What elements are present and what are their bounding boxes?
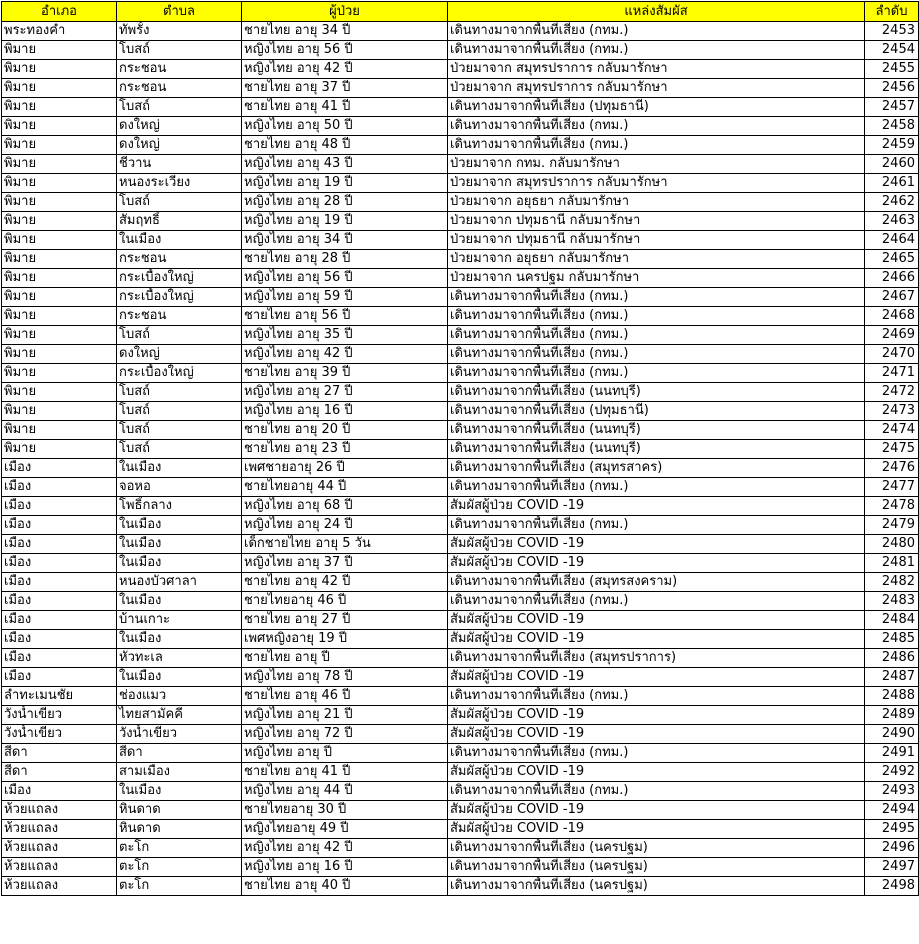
cell-contact-source: เดินทางมาจากพื้นที่เสี่ยง (สมุทรสงคราม): [448, 573, 865, 592]
cell-district: ห้วยแถลง: [2, 877, 117, 896]
cell-patient: ชายไทย อายุ 56 ปี: [242, 307, 448, 326]
cell-district: พิมาย: [2, 79, 117, 98]
cell-patient: ชายไทย อายุ ปี: [242, 649, 448, 668]
cell-patient: ชายไทย อายุ 20 ปี: [242, 421, 448, 440]
cell-sequence: 2466: [865, 269, 919, 288]
cell-contact-source: สัมผัสผู้ป่วย COVID -19: [448, 611, 865, 630]
cell-sequence: 2485: [865, 630, 919, 649]
cell-patient: ชายไทย อายุ 34 ปี: [242, 22, 448, 41]
cell-patient: ชายไทยอายุ 44 ปี: [242, 478, 448, 497]
cell-subdistrict: หัวทะเล: [117, 649, 242, 668]
cell-district: เมือง: [2, 535, 117, 554]
cell-sequence: 2491: [865, 744, 919, 763]
table-row: [2, 136, 919, 155]
cell-sequence: 2479: [865, 516, 919, 535]
cell-sequence: 2462: [865, 193, 919, 212]
cell-sequence: 2477: [865, 478, 919, 497]
cell-district: พิมาย: [2, 364, 117, 383]
cell-district: พิมาย: [2, 98, 117, 117]
cell-contact-source: ป่วยมาจาก สมุทรปราการ กลับมารักษา: [448, 79, 865, 98]
table-row: [2, 478, 919, 497]
cell-contact-source: เดินทางมาจากพื้นที่เสี่ยง (กทม.): [448, 326, 865, 345]
cell-district: สีดา: [2, 763, 117, 782]
cell-patient: ชายไทย อายุ 27 ปี: [242, 611, 448, 630]
cell-contact-source: เดินทางมาจากพื้นที่เสี่ยง (กทม.): [448, 117, 865, 136]
cell-contact-source: เดินทางมาจากพื้นที่เสี่ยง (นครปฐม): [448, 858, 865, 877]
cell-patient: หญิงไทย อายุ 42 ปี: [242, 345, 448, 364]
cell-subdistrict: ในเมือง: [117, 554, 242, 573]
table-row: [2, 326, 919, 345]
cell-subdistrict: สัมฤทธิ์: [117, 212, 242, 231]
cell-sequence: 2464: [865, 231, 919, 250]
table-row: [2, 554, 919, 573]
table-row: [2, 41, 919, 60]
cell-sequence: 2476: [865, 459, 919, 478]
cell-contact-source: สัมผัสผู้ป่วย COVID -19: [448, 801, 865, 820]
table-row: [2, 22, 919, 41]
cell-district: พิมาย: [2, 421, 117, 440]
cell-contact-source: ป่วยมาจาก กทม. กลับมารักษา: [448, 155, 865, 174]
table-row: [2, 820, 919, 839]
cell-district: พิมาย: [2, 193, 117, 212]
table-row: [2, 364, 919, 383]
cell-district: เมือง: [2, 611, 117, 630]
cell-sequence: 2472: [865, 383, 919, 402]
cell-contact-source: สัมผัสผู้ป่วย COVID -19: [448, 554, 865, 573]
cell-contact-source: เดินทางมาจากพื้นที่เสี่ยง (นนทบุรี): [448, 440, 865, 459]
cell-district: ห้วยแถลง: [2, 858, 117, 877]
cell-subdistrict: กระเบื้องใหญ่: [117, 364, 242, 383]
cell-district: พิมาย: [2, 212, 117, 231]
cell-sequence: 2498: [865, 877, 919, 896]
table-row: [2, 630, 919, 649]
cell-subdistrict: ดงใหญ่: [117, 345, 242, 364]
cell-patient: หญิงไทยอายุ 49 ปี: [242, 820, 448, 839]
cell-sequence: 2497: [865, 858, 919, 877]
table-row: [2, 402, 919, 421]
cell-sequence: 2483: [865, 592, 919, 611]
cell-patient: หญิงไทย อายุ 19 ปี: [242, 174, 448, 193]
cell-subdistrict: กระเบื้องใหญ่: [117, 269, 242, 288]
cell-district: พิมาย: [2, 402, 117, 421]
cell-district: เมือง: [2, 630, 117, 649]
table-row: [2, 212, 919, 231]
table-row: [2, 250, 919, 269]
cell-sequence: 2460: [865, 155, 919, 174]
cell-district: เมือง: [2, 478, 117, 497]
cell-patient: หญิงไทย อายุ 59 ปี: [242, 288, 448, 307]
table-row: [2, 744, 919, 763]
cell-patient: ชายไทยอายุ 30 ปี: [242, 801, 448, 820]
cell-subdistrict: ในเมือง: [117, 668, 242, 687]
table-row: [2, 98, 919, 117]
cell-patient: หญิงไทย อายุ 27 ปี: [242, 383, 448, 402]
cell-subdistrict: สามเมือง: [117, 763, 242, 782]
table-row: [2, 516, 919, 535]
table-row: [2, 668, 919, 687]
cell-patient: หญิงไทย อายุ 44 ปี: [242, 782, 448, 801]
cell-subdistrict: หินดาด: [117, 820, 242, 839]
table-row: [2, 763, 919, 782]
cell-subdistrict: กระเบื้องใหญ่: [117, 288, 242, 307]
cell-sequence: 2493: [865, 782, 919, 801]
cell-sequence: 2465: [865, 250, 919, 269]
cell-patient: หญิงไทย อายุ 43 ปี: [242, 155, 448, 174]
cell-contact-source: สัมผัสผู้ป่วย COVID -19: [448, 725, 865, 744]
cell-contact-source: เดินทางมาจากพื้นที่เสี่ยง (กทม.): [448, 744, 865, 763]
cell-subdistrict: โบสถ์: [117, 440, 242, 459]
cell-sequence: 2495: [865, 820, 919, 839]
cell-district: สีดา: [2, 744, 117, 763]
cell-patient: เด็กชายไทย อายุ 5 วัน: [242, 535, 448, 554]
cell-subdistrict: ทัพรั้ง: [117, 22, 242, 41]
cell-patient: ชายไทย อายุ 41 ปี: [242, 763, 448, 782]
cell-contact-source: เดินทางมาจากพื้นที่เสี่ยง (ปทุมธานี): [448, 98, 865, 117]
cell-contact-source: เดินทางมาจากพื้นที่เสี่ยง (กทม.): [448, 592, 865, 611]
cell-contact-source: ป่วยมาจาก สมุทรปราการ กลับมารักษา: [448, 60, 865, 79]
cell-sequence: 2471: [865, 364, 919, 383]
table-row: [2, 497, 919, 516]
cell-contact-source: เดินทางมาจากพื้นที่เสี่ยง (นครปฐม): [448, 839, 865, 858]
cell-patient: หญิงไทย อายุ 50 ปี: [242, 117, 448, 136]
cell-subdistrict: โบสถ์: [117, 383, 242, 402]
cell-patient: หญิงไทย อายุ ปี: [242, 744, 448, 763]
table-row: [2, 687, 919, 706]
cell-sequence: 2478: [865, 497, 919, 516]
cell-contact-source: เดินทางมาจากพื้นที่เสี่ยง (กทม.): [448, 22, 865, 41]
table-row: [2, 60, 919, 79]
cell-contact-source: เดินทางมาจากพื้นที่เสี่ยง (กทม.): [448, 288, 865, 307]
cell-contact-source: สัมผัสผู้ป่วย COVID -19: [448, 820, 865, 839]
cell-subdistrict: ในเมือง: [117, 516, 242, 535]
cell-subdistrict: หินดาด: [117, 801, 242, 820]
cell-subdistrict: โบสถ์: [117, 402, 242, 421]
cell-contact-source: สัมผัสผู้ป่วย COVID -19: [448, 763, 865, 782]
cell-sequence: 2454: [865, 41, 919, 60]
cell-patient: หญิงไทย อายุ 24 ปี: [242, 516, 448, 535]
cell-contact-source: ป่วยมาจาก ปทุมธานี กลับมารักษา: [448, 212, 865, 231]
table-row: [2, 573, 919, 592]
cell-contact-source: เดินทางมาจากพื้นที่เสี่ยง (นครปฐม): [448, 877, 865, 896]
cell-contact-source: เดินทางมาจากพื้นที่เสี่ยง (กทม.): [448, 478, 865, 497]
cell-patient: หญิงไทย อายุ 16 ปี: [242, 858, 448, 877]
cell-subdistrict: โบสถ์: [117, 193, 242, 212]
table-row: [2, 307, 919, 326]
table-row: [2, 269, 919, 288]
table-row: [2, 858, 919, 877]
cell-sequence: 2489: [865, 706, 919, 725]
cell-sequence: 2458: [865, 117, 919, 136]
cell-district: พระทองคำ: [2, 22, 117, 41]
cell-contact-source: ป่วยมาจาก อยุธยา กลับมารักษา: [448, 250, 865, 269]
cell-contact-source: เดินทางมาจากพื้นที่เสี่ยง (กทม.): [448, 345, 865, 364]
cell-sequence: 2456: [865, 79, 919, 98]
case-table: [1, 1, 919, 896]
cell-district: พิมาย: [2, 117, 117, 136]
cell-contact-source: เดินทางมาจากพื้นที่เสี่ยง (นนทบุรี): [448, 421, 865, 440]
table-row: [2, 649, 919, 668]
cell-sequence: 2480: [865, 535, 919, 554]
cell-patient: หญิงไทย อายุ 56 ปี: [242, 41, 448, 60]
cell-contact-source: สัมผัสผู้ป่วย COVID -19: [448, 630, 865, 649]
cell-sequence: 2482: [865, 573, 919, 592]
cell-contact-source: เดินทางมาจากพื้นที่เสี่ยง (กทม.): [448, 687, 865, 706]
cell-sequence: 2469: [865, 326, 919, 345]
cell-subdistrict: ชีวาน: [117, 155, 242, 174]
cell-subdistrict: ตะโก: [117, 839, 242, 858]
cell-subdistrict: กระชอน: [117, 79, 242, 98]
table-row: [2, 345, 919, 364]
cell-contact-source: ป่วยมาจาก อยุธยา กลับมารักษา: [448, 193, 865, 212]
cell-patient: ชายไทยอายุ 46 ปี: [242, 592, 448, 611]
cell-sequence: 2490: [865, 725, 919, 744]
table-row: [2, 231, 919, 250]
cell-district: เมือง: [2, 516, 117, 535]
cell-patient: หญิงไทย อายุ 35 ปี: [242, 326, 448, 345]
cell-patient: หญิงไทย อายุ 56 ปี: [242, 269, 448, 288]
cell-sequence: 2463: [865, 212, 919, 231]
cell-patient: เพศชายอายุ 26 ปี: [242, 459, 448, 478]
table-row: [2, 706, 919, 725]
table-row: [2, 839, 919, 858]
cell-patient: ชายไทย อายุ 46 ปี: [242, 687, 448, 706]
cell-patient: หญิงไทย อายุ 42 ปี: [242, 839, 448, 858]
cell-patient: ชายไทย อายุ 48 ปี: [242, 136, 448, 155]
cell-subdistrict: ช่องแมว: [117, 687, 242, 706]
cell-contact-source: สัมผัสผู้ป่วย COVID -19: [448, 497, 865, 516]
cell-sequence: 2486: [865, 649, 919, 668]
table-row: [2, 877, 919, 896]
cell-patient: ชายไทย อายุ 42 ปี: [242, 573, 448, 592]
cell-subdistrict: ตะโก: [117, 877, 242, 896]
table-row: [2, 440, 919, 459]
table-row: [2, 193, 919, 212]
cell-district: วังน้ำเขียว: [2, 725, 117, 744]
cell-patient: หญิงไทย อายุ 78 ปี: [242, 668, 448, 687]
cell-subdistrict: บ้านเกาะ: [117, 611, 242, 630]
cell-district: พิมาย: [2, 60, 117, 79]
cell-contact-source: เดินทางมาจากพื้นที่เสี่ยง (กทม.): [448, 364, 865, 383]
cell-sequence: 2484: [865, 611, 919, 630]
cell-subdistrict: โบสถ์: [117, 98, 242, 117]
header-district: อำเภอ: [2, 2, 117, 22]
cell-district: ห้วยแถลง: [2, 820, 117, 839]
cell-subdistrict: ตะโก: [117, 858, 242, 877]
cell-district: วังน้ำเขียว: [2, 706, 117, 725]
header-patient: ผู้ป่วย: [242, 2, 448, 22]
cell-contact-source: เดินทางมาจากพื้นที่เสี่ยง (สมุทรสาคร): [448, 459, 865, 478]
cell-sequence: 2481: [865, 554, 919, 573]
header-subdistrict: ตำบล: [117, 2, 242, 22]
cell-district: ห้วยแถลง: [2, 801, 117, 820]
cell-contact-source: ป่วยมาจาก สมุทรปราการ กลับมารักษา: [448, 174, 865, 193]
cell-patient: หญิงไทย อายุ 28 ปี: [242, 193, 448, 212]
cell-subdistrict: โบสถ์: [117, 421, 242, 440]
cell-contact-source: เดินทางมาจากพื้นที่เสี่ยง (กทม.): [448, 782, 865, 801]
cell-patient: ชายไทย อายุ 39 ปี: [242, 364, 448, 383]
table-row: [2, 174, 919, 193]
cell-subdistrict: ในเมือง: [117, 782, 242, 801]
cell-district: พิมาย: [2, 345, 117, 364]
cell-sequence: 2488: [865, 687, 919, 706]
cell-contact-source: เดินทางมาจากพื้นที่เสี่ยง (กทม.): [448, 516, 865, 535]
cell-contact-source: สัมผัสผู้ป่วย COVID -19: [448, 668, 865, 687]
cell-subdistrict: ในเมือง: [117, 630, 242, 649]
cell-district: พิมาย: [2, 288, 117, 307]
cell-district: พิมาย: [2, 155, 117, 174]
cell-district: เมือง: [2, 592, 117, 611]
table-row: [2, 288, 919, 307]
cell-contact-source: สัมผัสผู้ป่วย COVID -19: [448, 535, 865, 554]
cell-district: พิมาย: [2, 383, 117, 402]
table-row: [2, 801, 919, 820]
cell-contact-source: เดินทางมาจากพื้นที่เสี่ยง (กทม.): [448, 136, 865, 155]
cell-subdistrict: หนองบัวศาลา: [117, 573, 242, 592]
cell-subdistrict: ดงใหญ่: [117, 117, 242, 136]
cell-district: เมือง: [2, 573, 117, 592]
cell-subdistrict: กระชอน: [117, 250, 242, 269]
cell-district: เมือง: [2, 554, 117, 573]
cell-contact-source: เดินทางมาจากพื้นที่เสี่ยง (กทม.): [448, 41, 865, 60]
cell-subdistrict: ไทยสามัคคี: [117, 706, 242, 725]
cell-patient: หญิงไทย อายุ 68 ปี: [242, 497, 448, 516]
table-row: [2, 459, 919, 478]
cell-subdistrict: ดงใหญ่: [117, 136, 242, 155]
cell-patient: หญิงไทย อายุ 34 ปี: [242, 231, 448, 250]
cell-sequence: 2494: [865, 801, 919, 820]
cell-district: เมือง: [2, 668, 117, 687]
cell-district: ลำทะเมนชัย: [2, 687, 117, 706]
cell-contact-source: เดินทางมาจากพื้นที่เสี่ยง (สมุทรปราการ): [448, 649, 865, 668]
cell-patient: ชายไทย อายุ 23 ปี: [242, 440, 448, 459]
cell-sequence: 2475: [865, 440, 919, 459]
cell-district: พิมาย: [2, 231, 117, 250]
cell-sequence: 2474: [865, 421, 919, 440]
cell-subdistrict: โบสถ์: [117, 326, 242, 345]
header-contact-source: แหล่งสัมผัส: [448, 2, 865, 22]
cell-subdistrict: สีดา: [117, 744, 242, 763]
cell-patient: ชายไทย อายุ 41 ปี: [242, 98, 448, 117]
table-row: [2, 421, 919, 440]
cell-contact-source: เดินทางมาจากพื้นที่เสี่ยง (นนทบุรี): [448, 383, 865, 402]
cell-sequence: 2453: [865, 22, 919, 41]
cell-district: เมือง: [2, 497, 117, 516]
cell-patient: หญิงไทย อายุ 37 ปี: [242, 554, 448, 573]
cell-subdistrict: จอหอ: [117, 478, 242, 497]
cell-sequence: 2459: [865, 136, 919, 155]
cell-sequence: 2457: [865, 98, 919, 117]
cell-subdistrict: โพธิ์กลาง: [117, 497, 242, 516]
cell-subdistrict: กระชอน: [117, 60, 242, 79]
cell-sequence: 2461: [865, 174, 919, 193]
cell-patient: หญิงไทย อายุ 16 ปี: [242, 402, 448, 421]
cell-contact-source: สัมผัสผู้ป่วย COVID -19: [448, 706, 865, 725]
table-row: [2, 155, 919, 174]
cell-patient: หญิงไทย อายุ 21 ปี: [242, 706, 448, 725]
cell-district: เมือง: [2, 649, 117, 668]
header-row: [2, 2, 919, 22]
cell-patient: หญิงไทย อายุ 72 ปี: [242, 725, 448, 744]
cell-sequence: 2470: [865, 345, 919, 364]
cell-sequence: 2468: [865, 307, 919, 326]
cell-subdistrict: โบสถ์: [117, 41, 242, 60]
cell-sequence: 2492: [865, 763, 919, 782]
cell-district: พิมาย: [2, 174, 117, 193]
cell-contact-source: เดินทางมาจากพื้นที่เสี่ยง (ปทุมธานี): [448, 402, 865, 421]
cell-sequence: 2496: [865, 839, 919, 858]
table-row: [2, 725, 919, 744]
cell-subdistrict: ในเมือง: [117, 459, 242, 478]
cell-contact-source: ป่วยมาจาก ปทุมธานี กลับมารักษา: [448, 231, 865, 250]
cell-patient: หญิงไทย อายุ 19 ปี: [242, 212, 448, 231]
cell-district: ห้วยแถลง: [2, 839, 117, 858]
cell-subdistrict: วังน้ำเขียว: [117, 725, 242, 744]
cell-district: พิมาย: [2, 326, 117, 345]
cell-subdistrict: หนองระเวียง: [117, 174, 242, 193]
cell-sequence: 2467: [865, 288, 919, 307]
cell-district: พิมาย: [2, 136, 117, 155]
table-row: [2, 782, 919, 801]
cell-contact-source: เดินทางมาจากพื้นที่เสี่ยง (กทม.): [448, 307, 865, 326]
cell-district: พิมาย: [2, 269, 117, 288]
cell-district: พิมาย: [2, 250, 117, 269]
cell-patient: ชายไทย อายุ 28 ปี: [242, 250, 448, 269]
cell-patient: หญิงไทย อายุ 42 ปี: [242, 60, 448, 79]
table-body: [2, 22, 919, 896]
cell-subdistrict: ในเมือง: [117, 535, 242, 554]
cell-district: พิมาย: [2, 440, 117, 459]
cell-patient: ชายไทย อายุ 40 ปี: [242, 877, 448, 896]
cell-subdistrict: ในเมือง: [117, 592, 242, 611]
cell-sequence: 2473: [865, 402, 919, 421]
table-row: [2, 383, 919, 402]
table-row: [2, 117, 919, 136]
cell-district: เมือง: [2, 459, 117, 478]
cell-sequence: 2455: [865, 60, 919, 79]
cell-patient: เพศหญิงอายุ 19 ปี: [242, 630, 448, 649]
cell-subdistrict: ในเมือง: [117, 231, 242, 250]
cell-district: เมือง: [2, 782, 117, 801]
cell-patient: ชายไทย อายุ 37 ปี: [242, 79, 448, 98]
cell-contact-source: ป่วยมาจาก นครปฐม กลับมารักษา: [448, 269, 865, 288]
header-sequence: ลำดับ: [865, 2, 919, 22]
table-row: [2, 79, 919, 98]
cell-district: พิมาย: [2, 307, 117, 326]
table-row: [2, 535, 919, 554]
table-row: [2, 611, 919, 630]
cell-subdistrict: กระชอน: [117, 307, 242, 326]
cell-district: พิมาย: [2, 41, 117, 60]
table-row: [2, 592, 919, 611]
cell-sequence: 2487: [865, 668, 919, 687]
